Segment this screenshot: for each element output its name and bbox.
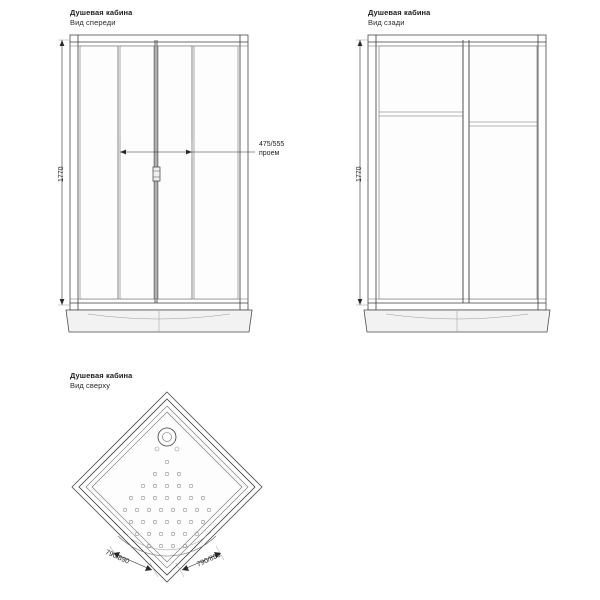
top-tray (86, 406, 248, 568)
top-view-subtitle: Вид сверху (70, 381, 111, 390)
front-view-subtitle: Вид спереди (70, 18, 116, 27)
front-height-dimension-text: 1770 (58, 166, 65, 182)
front-view-title: Душевая кабина (70, 8, 133, 17)
front-opening-dimension-note: проем (259, 150, 280, 157)
back-view-subtitle: Вид сзади (368, 18, 405, 27)
top-dimension-left-text: 790/890 (104, 549, 131, 566)
back-view-title: Душевая кабина (368, 8, 431, 17)
front-opening-dimension-text: 475/555 (259, 141, 285, 148)
top-dimension-right-text: 790/890 (196, 551, 222, 569)
back-height-dimension-text: 1770 (356, 166, 363, 182)
top-view-title: Душевая кабина (70, 371, 133, 380)
